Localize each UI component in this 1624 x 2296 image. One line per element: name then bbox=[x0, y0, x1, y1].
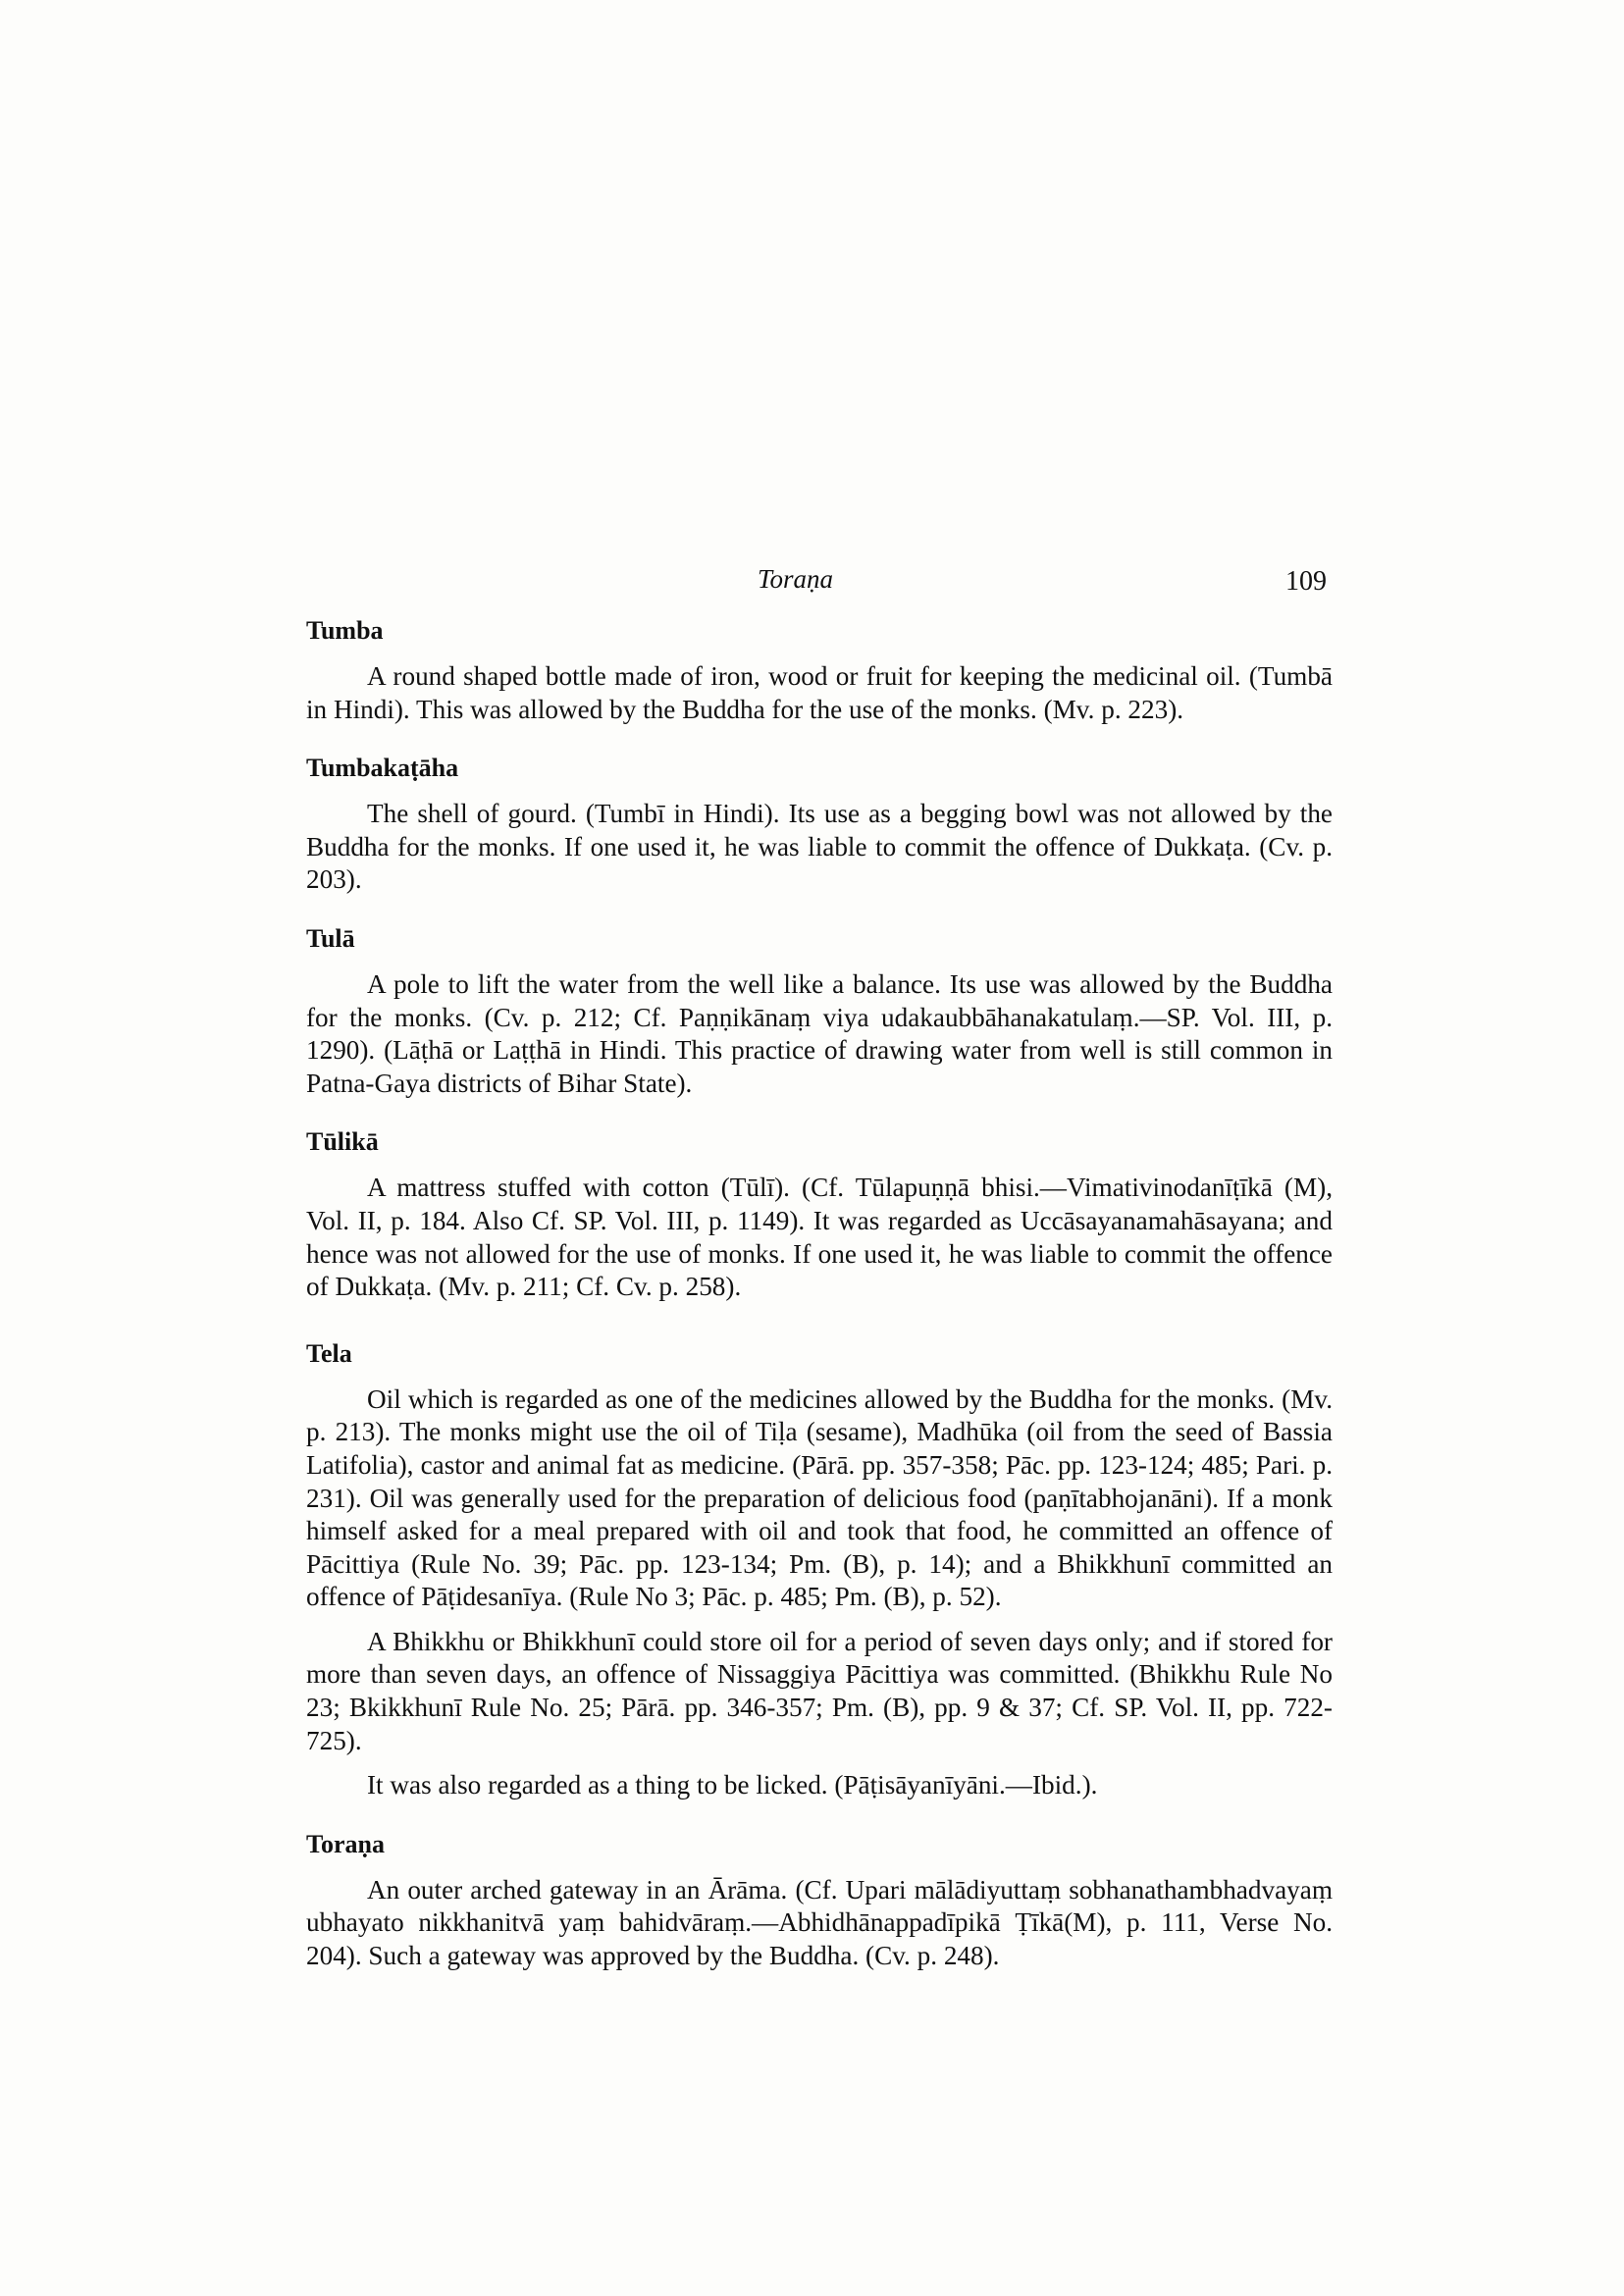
entry-paragraph: Oil which is regarded as one of the medicines allowed by the Buddha for the monks. (Mv. p. 213). The monks might use the oil of Tiḷa (sesame), Madhūka (oil from the seed of Bassia Latifolia), castor and animal fat as medicine. (Pārā. pp. 357-358; Pāc. pp. 123-124; 485; Pari. p. 231). Oil was generally used for the preparation of delicious food (paṇītabhojanāni). If a monk himself asked for a meal prepared with oil and took that food, he committed an offence of Pācittiya (Rule No. 39; Pāc. pp. 123-134; Pm. (B), p. 14); and a Bhikkhunī committed an offence of Pāṭidesanīya. (Rule No 3; Pāc. p. 485; Pm. (B), p. 52). bbox=[306, 1383, 1333, 1612]
entry-paragraph: The shell of gourd. (Tumbī in Hindi). Its use as a begging bowl was not allowed by the Buddha for the monks. If one used it, he was liable to commit the offence of Dukkaṭa. (Cv. p. 203). bbox=[306, 799, 1333, 895]
entry-paragraph: It was also regarded as a thing to be licked. (Pāṭisāyanīyāni.—Ibid.). bbox=[367, 1770, 1098, 1800]
entry-paragraph: A Bhikkhu or Bhikkhunī could store oil for a period of seven days only; and if stored for more than seven days, an offence of Nissaggiya Pācittiya was committed. (Bhikkhu Rule No 23; Bkikkhunī Rule No. 25; Pārā. pp. 346-357; Pm. (B), pp. 9 & 37; Cf. SP. Vol. II, pp. 722-725). bbox=[306, 1626, 1333, 1755]
entry-paragraph: An outer arched gateway in an Ārāma. (Cf. Upari mālādiyuttaṃ sobhanathambhadvayaṃ ubhayato nikkhanitvā yaṃ bahidvāraṃ.—Abhidhānappadīpikā Ṭīkā(M), p. 111, Verse No. 204). Such a gateway was approved by the Buddha. (Cv. p. 248). bbox=[306, 1874, 1333, 1971]
entry-paragraph: A mattress stuffed with cotton (Tūlī). (Cf. Tūlapuṇṇā bhisi.—Vimativinodanīṭīkā (M), Vol. II, p. 184. Also Cf. SP. Vol. III, p. 1149). It was regarded as Uccāsayanamahāsayana; and hence was not allowed for the use of monks. If one used it, he was liable to commit the offence of Dukkaṭa. (Mv. p. 211; Cf. Cv. p. 258). bbox=[306, 1173, 1333, 1302]
running-title: Toraṇa bbox=[758, 564, 834, 594]
entry-tumbakataha bbox=[306, 752, 1333, 897]
entry-tumba bbox=[306, 614, 1333, 726]
headword: Tumbakaṭāha bbox=[306, 754, 459, 783]
headword: Tūlikā bbox=[306, 1127, 379, 1157]
entry-torana bbox=[306, 1828, 1333, 1973]
entry-paragraph: A round shaped bottle made of iron, wood or fruit for keeping the medicinal oil. (Tumbā in Hindi). This was allowed by the Buddha for the use of the monks. (Mv. p. 223). bbox=[306, 661, 1333, 724]
running-head bbox=[0, 564, 1624, 607]
headword: Toraṇa bbox=[306, 1829, 385, 1858]
entry-paragraph: A pole to lift the water from the well like a balance. Its use was allowed by the Buddha for the monks. (Cv. p. 212; Cf. Paṇṇikānaṃ viya udakaubbāhanakatulaṃ.—SP. Vol. III, p. 1290). (Lāṭhā or Laṭṭhā in Hindi. This practice of drawing water from well is still common in Patna-Gaya districts of Bihar State). bbox=[306, 968, 1333, 1098]
headword: Tumba bbox=[306, 616, 384, 645]
headword: Tela bbox=[306, 1338, 352, 1368]
entry-tula bbox=[306, 922, 1333, 1100]
page-number: 109 bbox=[1285, 566, 1327, 597]
page-content bbox=[306, 614, 1333, 1973]
entry-tela bbox=[306, 1337, 1333, 1802]
headword: Tulā bbox=[306, 923, 355, 953]
entry-tulika bbox=[306, 1125, 1333, 1303]
